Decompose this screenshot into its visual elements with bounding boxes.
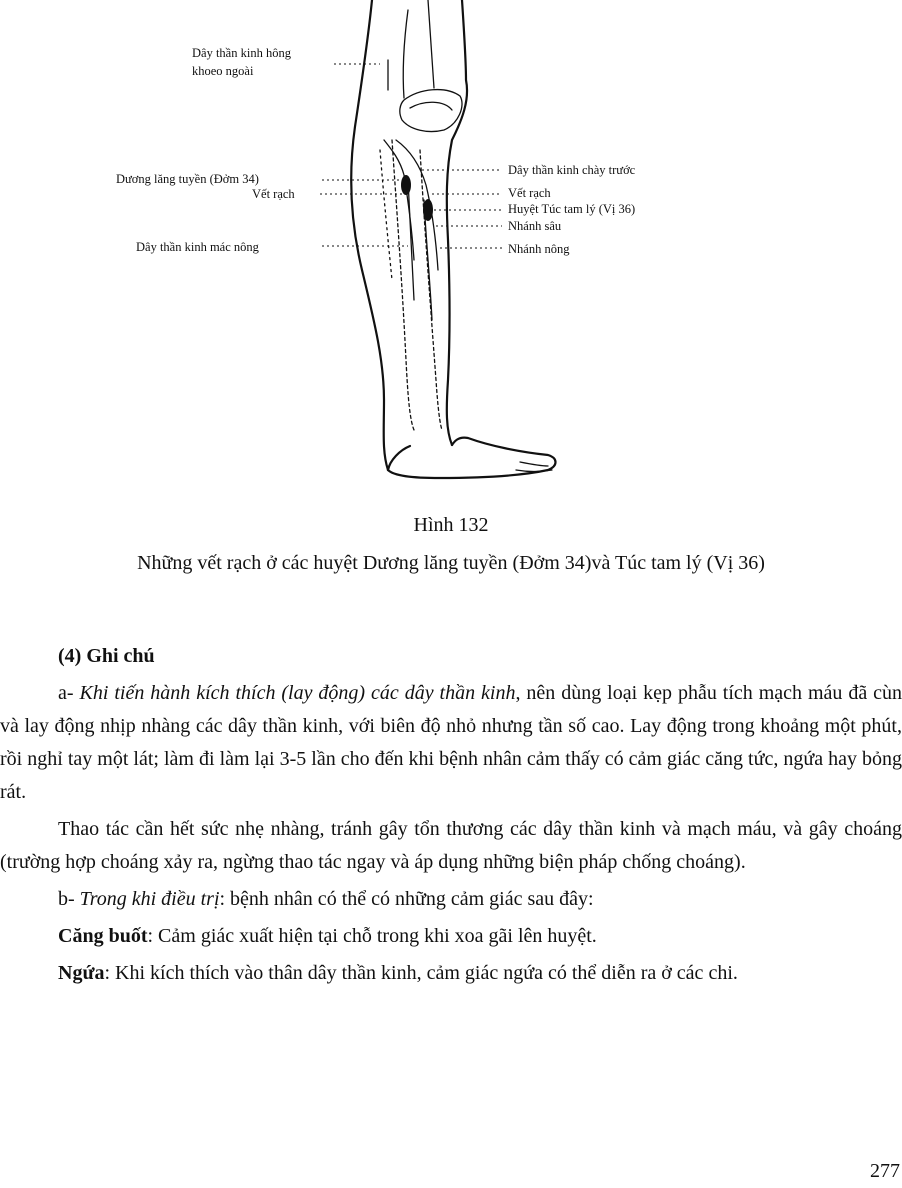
term-ngua: Ngứa [58,962,105,984]
paragraph-b-italic: Trong khi điều trị [79,888,220,910]
label-duong-lang-tuyen: Dương lăng tuyền (Đởm 34) [116,172,259,186]
figure-number: Hình 132 [413,514,489,536]
label-sciatic-nerve-line2: khoeo ngoài [192,64,254,78]
page-number: 277 [870,1160,900,1182]
label-anterior-tibial-nerve: Dây thần kinh chày trước [508,163,636,177]
label-superficial-peroneal-nerve: Dây thần kinh mác nông [136,240,259,254]
figure-caption: Những vết rạch ở các huyệt Dương lăng tuyền (Đởm 34)và Túc tam lý (Vị 36) [137,552,765,574]
paragraph-a-rest: , nên dùng loại kẹp phẫu tích mạch máu đã cùn và lay động nhịp nhàng các dây thần kinh, với biên độ nhỏ nhưng tần số cao. Lay động trong khoảng một phút, rồi nghỉ tay một lát; làm đi làm lại 3-5 lần cho đến khi bệnh nhân cảm thấy có cảm giác căng tức, ngứa hay bỏng rát. [0,682,902,803]
label-sciatic-nerve-line1: Dây thần kinh hông [192,46,291,60]
paragraph-b-prefix: b- [58,888,75,910]
label-deep-branch: Nhánh sâu [508,219,562,233]
paragraph-ngua [0,957,902,990]
paragraph-a [0,677,902,809]
paragraph-a-prefix: a- [58,682,74,704]
leg-illustration [0,0,902,500]
paragraph-cang-buot [0,920,902,953]
section-heading: (4) Ghi chú [58,645,155,667]
body-text [0,640,902,992]
paragraph-2: Thao tác cần hết sức nhẹ nhàng, tránh gây tổn thương các dây thần kinh và mạch máu, và gây choáng (trường hợp choáng xảy ra, ngừng thao tác ngay và áp dụng những biện pháp chống choáng). [0,818,902,873]
label-incision-right: Vết rạch [508,186,551,200]
definition-ngua: : Khi kích thích vào thân dây thần kinh, cảm giác ngứa có thể diễn ra ở các chi. [104,962,738,984]
label-incision-left: Vết rạch [252,187,295,201]
paragraph-a-italic: Khi tiến hành kích thích (lay động) các dây thần kinh [79,682,516,704]
paragraph-b [0,883,902,916]
label-tuc-tam-ly: Huyệt Túc tam lý (Vị 36) [508,202,636,216]
label-superficial-branch: Nhánh nông [508,242,570,256]
paragraph-b-rest: : bệnh nhân có thể có những cảm giác sau đây: [219,888,594,910]
term-cang-buot: Căng buốt [58,925,148,947]
definition-cang-buot: : Cảm giác xuất hiện tại chỗ trong khi xoa gãi lên huyệt. [147,925,597,947]
